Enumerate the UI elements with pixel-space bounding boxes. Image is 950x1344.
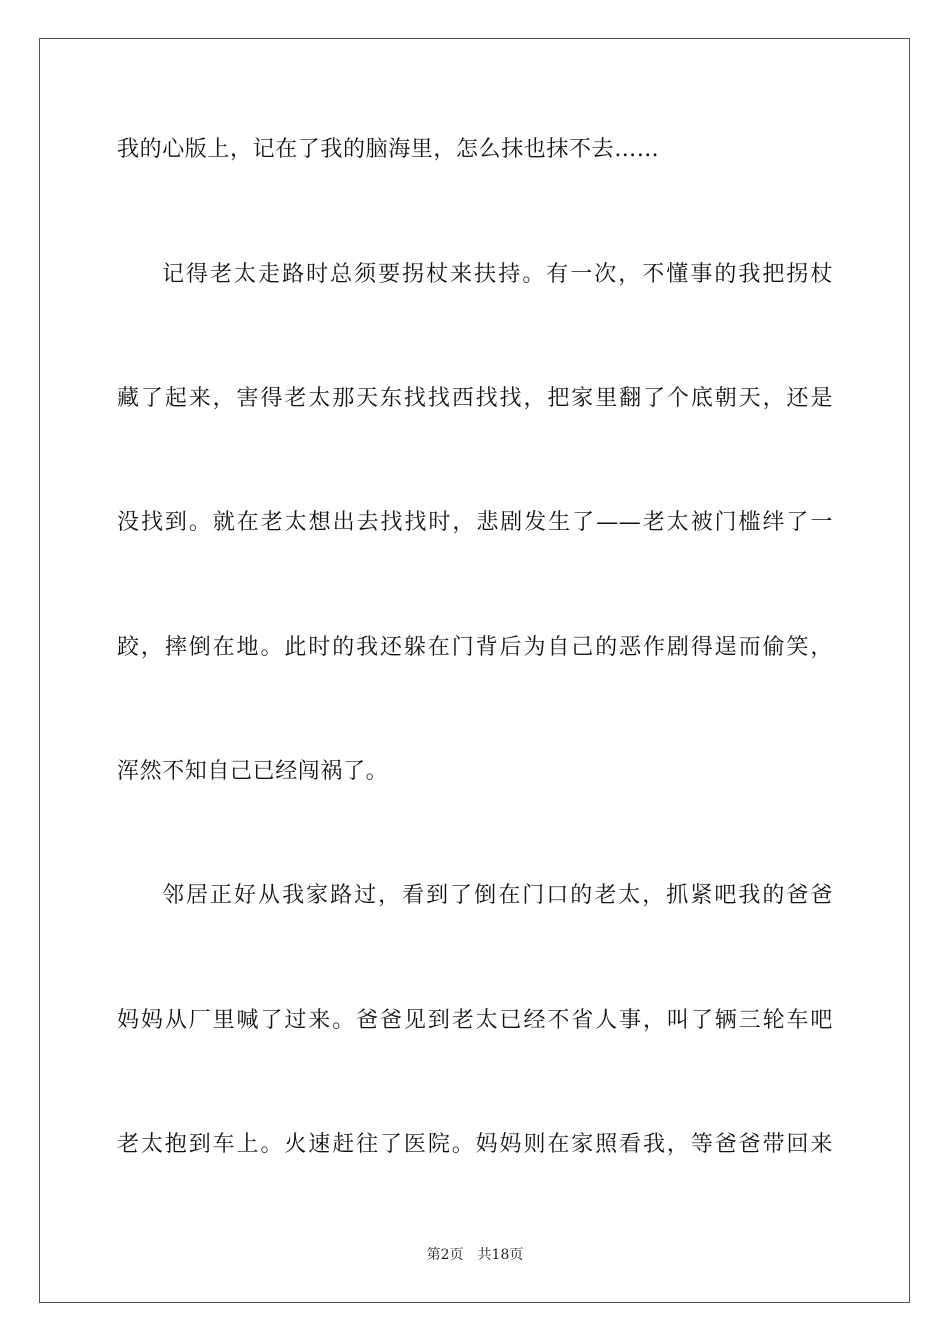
page-border — [39, 38, 910, 1303]
paragraph-first-line: 邻居正好从我家路过，看到了倒在门口的老太，抓紧吧我的爸爸 — [162, 883, 833, 908]
text-line: 藏了起来，害得老太那天东找找西找找，把家里翻了个底朝天，还是 — [117, 386, 833, 411]
total-pages: 共18页 — [477, 1247, 524, 1263]
text-line: 妈妈从厂里喊了过来。爸爸见到老太已经不省人事，叫了辆三轮车吧 — [117, 1008, 833, 1033]
page-number: 第2页 — [426, 1247, 464, 1263]
text-line: 没找到。就在老太想出去找找时，悲剧发生了——老太被门槛绊了一 — [117, 510, 833, 535]
page-footer — [0, 1246, 950, 1264]
text-line: 浑然不知自己已经闯祸了。 — [117, 759, 389, 784]
text-line: 跤，摔倒在地。此时的我还躲在门背后为自己的恶作剧得逞而偷笑， — [117, 635, 833, 660]
paragraph-first-line: 记得老太走路时总须要拐杖来扶持。有一次，不懂事的我把拐杖 — [162, 262, 833, 287]
text-line: 老太抱到车上。火速赶往了医院。妈妈则在家照看我，等爸爸带回来 — [117, 1132, 833, 1157]
text-line: 我的心版上，记在了我的脑海里，怎么抹也抹不去…… — [117, 137, 660, 162]
